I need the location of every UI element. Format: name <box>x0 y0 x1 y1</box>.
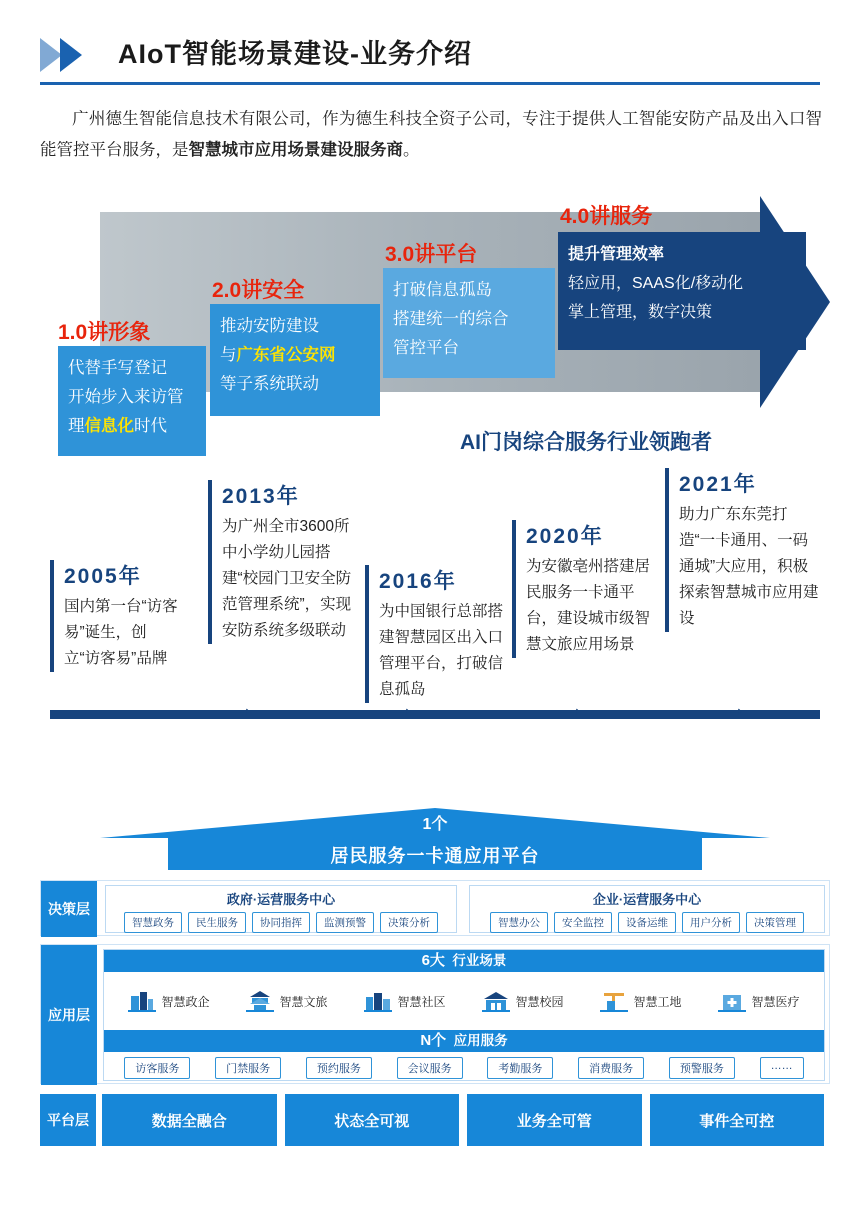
stage-label-1: 1.0讲形象 <box>58 321 151 344</box>
decision-chip[interactable]: 安全监控 <box>554 912 612 933</box>
scene-item[interactable] <box>128 989 209 1013</box>
scene-band-label: 行业场景 <box>452 953 507 968</box>
platform-layer <box>40 1094 830 1146</box>
timeline-text: 为广州全市3600所中小学幼儿园搭建“校园门卫安全防范管理系统”，实现安防系统多级联动 <box>222 518 352 639</box>
service-chip[interactable]: 预约服务 <box>306 1057 372 1079</box>
timeline-year: 2013年 <box>222 485 300 508</box>
service-band-count: N个 <box>420 1032 447 1049</box>
stage-box-3 <box>383 268 555 378</box>
service-band-label: 应用服务 <box>453 1033 508 1048</box>
page-title: AIoT智能场景建设-业务介绍 <box>118 39 472 69</box>
double-chevron-icon <box>40 38 102 72</box>
intro-paragraph <box>40 104 822 166</box>
stage-2-line-2: 与广东省公安网 <box>220 346 336 364</box>
community-icon <box>364 989 392 1013</box>
scene-band-count: 6大 <box>421 952 445 969</box>
decision-column-government <box>105 885 457 933</box>
scene-item[interactable] <box>718 989 799 1013</box>
stage-3-line-2: 搭建统一的综合 <box>393 310 509 328</box>
service-chip[interactable]: 门禁服务 <box>215 1057 281 1079</box>
crane-icon <box>600 989 628 1013</box>
platform-architecture <box>40 808 830 1203</box>
decision-layer <box>40 880 830 936</box>
school-icon <box>482 989 510 1013</box>
stage-2-line-1: 推动安防建设 <box>220 317 319 335</box>
service-chip[interactable]: 消费服务 <box>578 1057 644 1079</box>
decision-chip[interactable]: 协同指挥 <box>252 912 310 933</box>
platform-capability-list <box>102 1094 824 1146</box>
service-chip[interactable]: …… <box>760 1057 804 1079</box>
stage-label-2: 2.0讲安全 <box>212 279 305 302</box>
decision-chip[interactable]: 决策分析 <box>380 912 438 933</box>
timeline-year: 2021年 <box>679 473 757 496</box>
decision-column-enterprise <box>469 885 825 933</box>
stage-box-1 <box>58 346 206 456</box>
scene-item[interactable] <box>600 989 681 1013</box>
scene-label: 智慧医疗 <box>751 994 800 1009</box>
stage-3-line-1: 打破信息孤岛 <box>393 281 492 299</box>
scene-item[interactable] <box>364 989 445 1013</box>
timeline-arrow-icon: ⟶ <box>560 703 581 719</box>
application-layer-tag: 应用层 <box>41 945 97 1085</box>
decision-chip[interactable]: 用户分析 <box>682 912 740 933</box>
stage-4-line-1: 提升管理效率 <box>568 246 665 263</box>
application-layer-body <box>103 949 825 1081</box>
scene-band <box>104 950 824 972</box>
decision-chip[interactable]: 民生服务 <box>188 912 246 933</box>
stage-label-4: 4.0讲服务 <box>560 205 653 228</box>
decision-chip[interactable]: 决策管理 <box>746 912 804 933</box>
scene-item[interactable] <box>246 989 327 1013</box>
stage-4-line-3: 掌上管理，数字决策 <box>568 304 713 321</box>
timeline-item <box>50 560 178 672</box>
service-chip[interactable]: 访客服务 <box>124 1057 190 1079</box>
decision-chip[interactable]: 智慧办公 <box>490 912 548 933</box>
timeline-text: 为安徽亳州搭建居民服务一卡通平台，建设城市级智慧文旅应用场景 <box>526 558 651 653</box>
timeline-item <box>365 565 505 703</box>
decision-chip[interactable]: 设备运维 <box>618 912 676 933</box>
timeline-arrow-icon: ⟶ <box>722 703 743 719</box>
application-layer <box>40 944 830 1084</box>
timeline-arrow-icon: ⟶ <box>230 703 251 719</box>
decision-chip[interactable]: 监测预警 <box>316 912 374 933</box>
scene-label: 智慧社区 <box>397 994 446 1009</box>
timeline-item <box>665 468 820 632</box>
intro-text-part2: 。 <box>403 141 420 159</box>
service-band <box>104 1030 824 1052</box>
timeline-axis <box>50 710 820 719</box>
platform-capability[interactable]: 业务全可管 <box>467 1094 642 1146</box>
scene-list <box>104 972 824 1030</box>
timeline-year: 2016年 <box>379 570 457 593</box>
stage-1-line-3: 理信息化时代 <box>68 417 167 435</box>
timeline-text: 国内第一台“访客易”诞生，创立“访客易”品牌 <box>64 598 178 667</box>
stage-4-line-2: 轻应用，SAAS化/移动化 <box>568 275 744 292</box>
platform-capability[interactable]: 数据全融合 <box>102 1094 277 1146</box>
page-header <box>40 30 820 92</box>
platform-roof <box>100 808 770 870</box>
timeline-arrow-icon: ⟶ <box>390 703 411 719</box>
header-divider <box>40 82 820 85</box>
timeline-year: 2020年 <box>526 525 604 548</box>
intro-text-part1: 广州德生智能信息技术有限公司，作为德生科技全资子公司，专注于提供人工智能安防产品及出入口智能管控平台服务，是 <box>40 110 822 159</box>
service-chip[interactable]: 考勤服务 <box>487 1057 553 1079</box>
scene-label: 智慧校园 <box>515 994 564 1009</box>
timeline-text: 助力广东东莞打造“一卡通用、一码通城”大应用，积极探索智慧城市应用建设 <box>679 506 819 627</box>
stage-1-highlight: 信息化 <box>84 417 134 435</box>
timeline-text: 为中国银行总部搭建智慧园区出入口管理平台，打破信息孤岛 <box>379 603 504 698</box>
decision-column-title: 企业·运营服务中心 <box>592 892 702 907</box>
stage-3-line-3: 管控平台 <box>393 339 459 357</box>
decision-column-title: 政府·运营服务中心 <box>226 892 336 907</box>
building-icon <box>128 989 156 1013</box>
scene-label: 智慧政企 <box>161 994 210 1009</box>
stage-2-line-3: 等子系统联动 <box>220 375 319 393</box>
stage-1-line-2: 开始步入来访管 <box>68 388 184 406</box>
scene-label: 智慧文旅 <box>279 994 328 1009</box>
leader-tagline: AI门岗综合服务行业领跑者 <box>460 431 712 454</box>
roof-count-label: 1个 <box>422 816 448 833</box>
stage-2-highlight: 广东省公安网 <box>236 346 336 364</box>
decision-layer-tag: 决策层 <box>41 881 97 937</box>
stage-box-4 <box>558 232 806 350</box>
pagoda-icon <box>246 989 274 1013</box>
scene-item[interactable] <box>482 989 563 1013</box>
scene-label: 智慧工地 <box>633 994 682 1009</box>
service-list <box>104 1052 824 1079</box>
service-chip[interactable]: 预警服务 <box>669 1057 735 1079</box>
hospital-icon <box>718 989 746 1013</box>
timeline-year: 2005年 <box>64 565 142 588</box>
platform-capability[interactable]: 状态全可视 <box>285 1094 460 1146</box>
roof-title: 居民服务一卡通应用平台 <box>330 846 540 866</box>
company-timeline <box>40 470 830 735</box>
timeline-item <box>208 480 360 644</box>
decision-chip[interactable]: 智慧政务 <box>124 912 182 933</box>
platform-layer-tag: 平台层 <box>40 1094 96 1146</box>
timeline-item <box>512 520 657 658</box>
stage-box-2 <box>210 304 380 416</box>
service-chip[interactable]: 会议服务 <box>397 1057 463 1079</box>
stage-1-line-1: 代替手写登记 <box>68 359 167 377</box>
stage-evolution-diagram <box>40 186 830 476</box>
stage-label-3: 3.0讲平台 <box>385 243 478 266</box>
platform-capability[interactable]: 事件全可控 <box>650 1094 825 1146</box>
intro-text-bold: 智慧城市应用场景建设服务商 <box>188 141 403 159</box>
